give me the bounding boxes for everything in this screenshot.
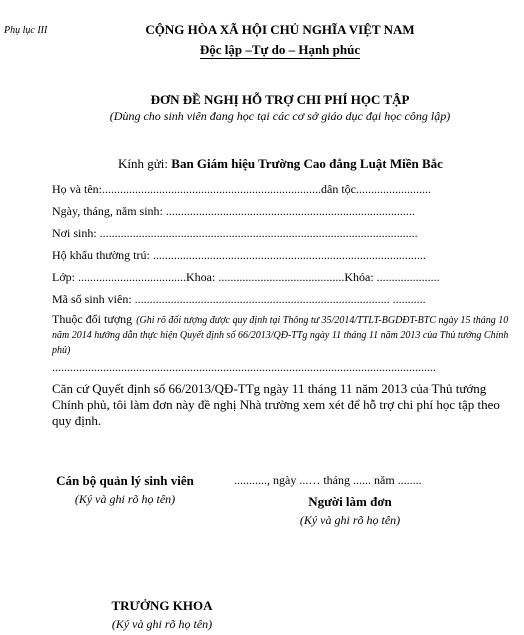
country-name: CỘNG HÒA XÃ HỘI CHỦ NGHĨA VIỆT NAM (145, 22, 415, 37)
motto: Độc lập –Tự do – Hạnh phúc (199, 42, 361, 57)
field-dob: Ngày, tháng, năm sinh: ................................................................................... (52, 204, 415, 218)
object-dots: ................................................................................................................................ (52, 360, 436, 374)
applicant-signature-note: (Ký và ghi rõ họ tên) (299, 513, 401, 527)
field-household: Hộ khẩu thường trú: ........................................................................................... (52, 248, 426, 262)
document-title: ĐƠN ĐỀ NGHỊ HỖ TRỢ CHI PHÍ HỌC TẬP (150, 92, 410, 107)
document-subtitle: (Dùng cho sinh viên đang học tại các cơ sở giáo dục đại học công lập) (109, 109, 451, 123)
dean-signature-note: (Ký và ghi rõ họ tên) (111, 617, 213, 631)
appendix-label: Phụ lục III (4, 25, 48, 36)
field-class-course: Lớp: ....................................Khoa: ..........................................Khóa: ..................... (52, 270, 440, 284)
applicant-signature-title: Người làm đơn (308, 494, 392, 509)
date-line: ..........., ngày ...… tháng ...... năm ........ (234, 473, 422, 487)
motto-wrapper (0, 41, 524, 59)
basis-paragraph: Căn cứ Quyết định số 66/2013/QĐ-TTg ngày 11 tháng 11 năm 2013 của Thủ tướng Chính phủ, tôi làm đơn này đề nghị Nhà trường xem xét để hỗ trợ chi phí học tập theo quy định. (52, 381, 500, 428)
object-block (52, 312, 518, 357)
object-label: Thuộc đối tượng (52, 312, 133, 326)
recipient-name: Ban Giám hiệu Trường Cao đẳng Luật Miền Bắc (171, 156, 443, 171)
field-student-id: Mã số sinh viên: ..................................................................................... ........... (52, 292, 426, 306)
field-place-of-birth: Nơi sinh: .......................................................................................................... (52, 226, 418, 240)
object-note: (Ghi rõ đối tượng được quy định tại Thông tư 35/2014/TTLT-BGDĐT-BTC ngày 15 tháng 10 năm 2014 hướng dẫn thực hiện Quyết định số 66/2013/QĐ-TTg ngày 11 tháng 11 năm 2013 của Thủ tướng Chính phủ) (52, 315, 509, 356)
dean-signature-title: TRƯỞNG KHOA (111, 598, 213, 613)
recipient-label: Kính gửi: (118, 156, 169, 171)
recipient-line (118, 156, 443, 172)
field-name: Họ và tên:.........................................................................dân tộc......................... (52, 182, 431, 196)
manager-signature-note: (Ký và ghi rõ họ tên) (74, 492, 176, 506)
manager-signature-title: Cán bộ quản lý sinh viên (56, 473, 194, 488)
